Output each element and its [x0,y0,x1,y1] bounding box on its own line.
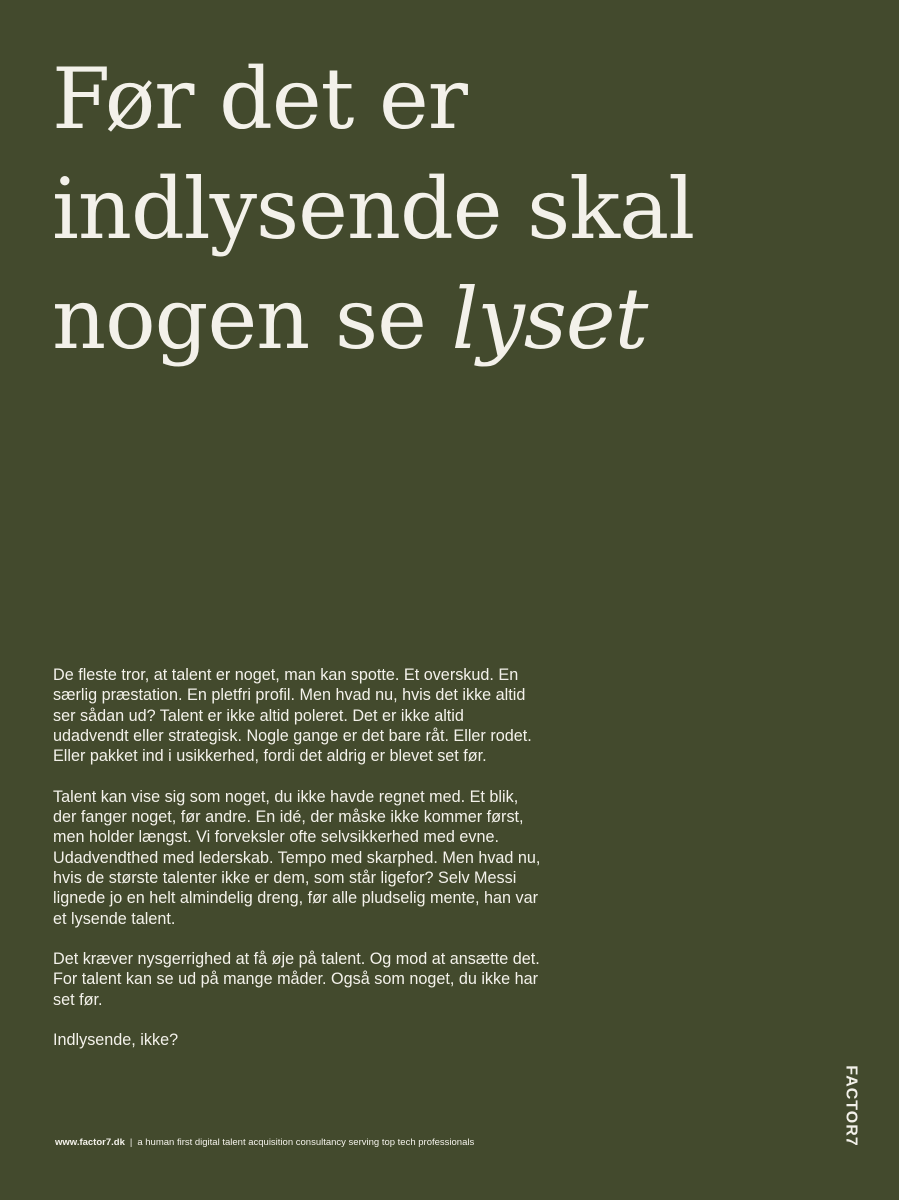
body-paragraph-3: Det kræver nysgerrighed at få øje på talent. Og mod at ansætte det. For talent kan se ud på mange måder. Også som noget, du ikke har set før. [53,950,540,1009]
body-copy [53,665,543,1051]
headline-line-2: indlysende skal [52,160,695,258]
body-paragraph-4: Indlysende, ikke? [53,1031,179,1050]
headline-line-3 [52,264,832,374]
footer-url[interactable]: www.factor7.dk [55,1137,125,1148]
body-paragraph-2: Talent kan vise sig som noget, du ikke havde regnet med. Et blik, der fanger noget, før andre. En idé, der måske ikke kommer først, men holder længst. Vi forveksler ofte selvsikkerhed med evne. Udadvendthed med lederskab. Tempo med skarphed. Men hvad nu, hvis de største talenter ikke er dem, som står ligefor? Selv Messi lignede jo en helt almindelig dreng, før alle pludselig mente, han var et lysende talent. [53,787,541,928]
footer-separator: | [129,1137,133,1148]
footer [55,1137,474,1149]
headline [52,44,832,374]
body-paragraph-1: De fleste tror, at talent er noget, man kan spotte. Et overskud. En særlig præstation. En pletfri profil. Men hvad nu, hvis det ikke altid ser sådan ud? Talent er ikke altid poleret. Det er ikke altid udadvendt eller strategisk. Nogle gange er det bare råt. Eller rodet. Eller pakket ind i usikkerhed, fordi det aldrig er blevet set før. [53,666,532,766]
headline-line-1: Før det er [52,50,467,148]
headline-line-3-regular: nogen se [52,270,452,368]
footer-tagline: a human first digital talent acquisition consultancy serving top tech professionals [137,1137,475,1148]
factor7-logo-text: FACTOR7 [843,1065,861,1147]
headline-emphasis: lyset [451,270,648,368]
factor7-logo [833,1062,869,1150]
